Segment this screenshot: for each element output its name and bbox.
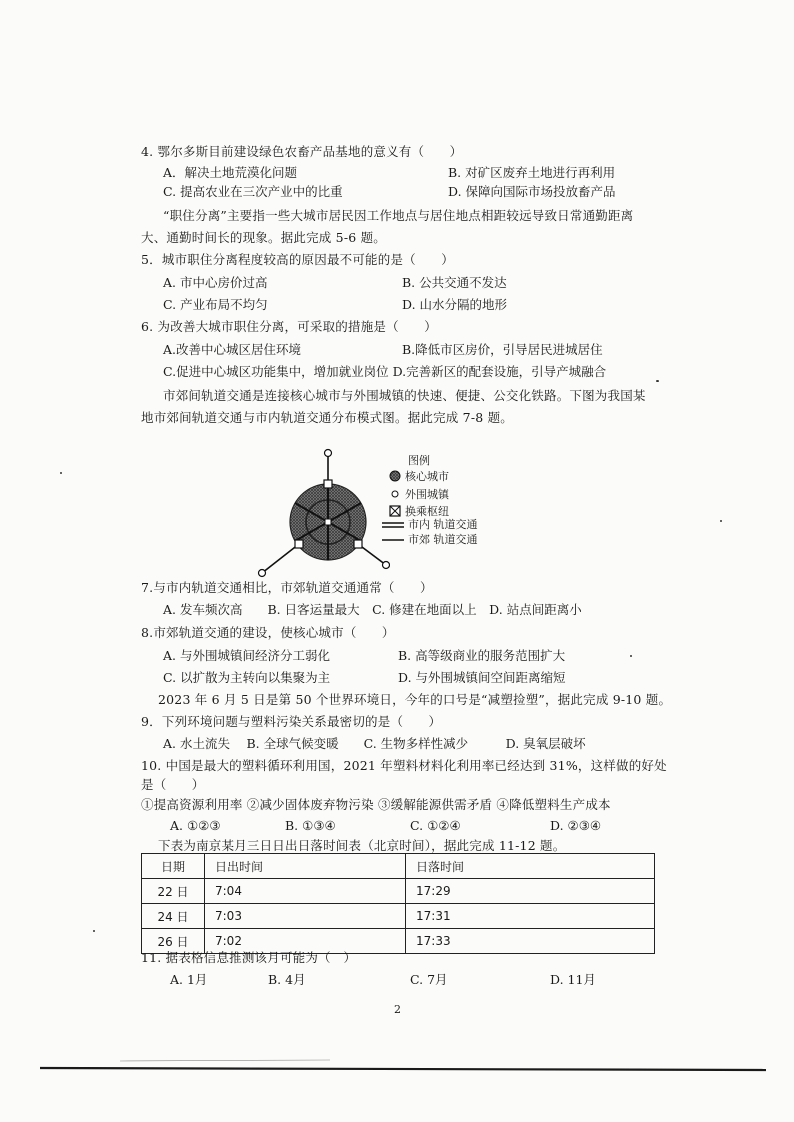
table-cell-date: 22 日 bbox=[142, 879, 205, 904]
table-header-sunset: 日落时间 bbox=[406, 854, 655, 879]
q6-option-b: B.降低市区房价，引导居民进城居住 bbox=[402, 342, 603, 357]
outer-town-southwest bbox=[259, 570, 266, 577]
scan-speck bbox=[630, 655, 632, 657]
q6-option-cd: C.促进中心城区功能集中，增加就业岗位 D.完善新区的配套设施，引导产城融合 bbox=[163, 364, 607, 379]
q4-option-c: C. 提高农业在三次产业中的比重 bbox=[163, 184, 343, 199]
scan-speck bbox=[656, 380, 659, 382]
q7-stem: 7.与市内轨道交通相比，市郊轨道交通通常（ ） bbox=[141, 580, 433, 595]
q6-stem: 6. 为改善大城市职住分离，可采取的措施是（ ） bbox=[141, 319, 437, 334]
q8-option-d: D. 与外围城镇间空间距离缩短 bbox=[398, 670, 566, 685]
table-cell-sunset: 17:29 bbox=[406, 879, 655, 904]
q10-option-c: C. ①②④ bbox=[410, 818, 461, 833]
q5-option-c: C. 产业布局不均匀 bbox=[163, 297, 268, 312]
table-cell-date: 26 日 bbox=[142, 929, 205, 954]
legend-inner-symbol bbox=[380, 520, 406, 530]
q5-stem: 5．城市职住分离程度较高的原因最不可能的是（ ） bbox=[141, 252, 454, 267]
q5-option-a: A. 市中心房价过高 bbox=[163, 275, 268, 290]
table-cell-sunset: 17:33 bbox=[406, 929, 655, 954]
hub-southeast bbox=[354, 540, 362, 548]
q9-options: A. 水土流失 B. 全球气候变暖 C. 生物多样性减少 D. 臭氧层破坏 bbox=[163, 736, 586, 751]
intro-7-8-line2: 地市郊间轨道交通与市内轨道交通分布模式图。据此完成 7-8 题。 bbox=[141, 410, 513, 425]
table-cell-date: 24 日 bbox=[142, 904, 205, 929]
scan-speck bbox=[93, 930, 95, 932]
outer-town-southeast bbox=[383, 562, 390, 569]
intro-5-6-line1: “职住分离”主要指一些大城市居民因工作地点与居住地点相距较远导致日常通勤距离 bbox=[163, 208, 634, 223]
q7-options: A. 发车频次高 B. 日客运量最大 C. 修建在地面以上 D. 站点间距离小 bbox=[163, 602, 582, 617]
q4-option-d: D. 保障向国际市场投放畜产品 bbox=[448, 184, 616, 199]
table-cell-sunrise: 7:02 bbox=[205, 929, 406, 954]
scan-edge-line bbox=[0, 1055, 794, 1075]
intro-5-6-line2: 大、通勤时间长的现象。据此完成 5-6 题。 bbox=[141, 230, 386, 245]
page-number: 2 bbox=[394, 1003, 401, 1016]
q9-stem: 9．下列环境问题与塑料污染关系最密切的是（ ） bbox=[141, 714, 442, 729]
legend-title: 图例 bbox=[408, 454, 430, 467]
q4-option-a: A．解决土地荒漠化问题 bbox=[163, 165, 298, 180]
q10-items: ①提高资源利用率 ②减少固体废弃物污染 ③缓解能源供需矛盾 ④降低塑料生产成本 bbox=[141, 797, 611, 812]
table-header-date: 日期 bbox=[142, 854, 205, 879]
q11-option-c: C. 7月 bbox=[410, 972, 448, 987]
q6-option-a: A.改善中心城区居住环境 bbox=[163, 342, 302, 357]
hub-center bbox=[325, 519, 331, 525]
q5-option-b: B. 公共交通不发达 bbox=[402, 275, 507, 290]
q11-option-a: A. 1月 bbox=[170, 972, 208, 987]
legend-core-label: 核心城市 bbox=[405, 470, 449, 483]
intro-7-8-line1: 市郊间轨道交通是连接核心城市与外围城镇的快速、便捷、公交化铁路。下图为我国某 bbox=[163, 388, 646, 403]
legend-suburb-label: 市郊 轨道交通 bbox=[408, 533, 478, 546]
q8-option-c: C. 以扩散为主转向以集聚为主 bbox=[163, 670, 331, 685]
q11-stem: 11. 据表格信息推测该月可能为（ ） bbox=[141, 950, 357, 965]
q10-stem-line2: 是（ ） bbox=[141, 777, 205, 792]
outer-town-north bbox=[325, 450, 332, 457]
hub-southwest bbox=[295, 540, 303, 548]
intro-9-10: 2023 年 6 月 5 日是第 50 个世界环境日，今年的口号是“减塑捡塑”，据此完成 9-10 题。 bbox=[158, 692, 672, 707]
q8-option-a: A. 与外围城镇间经济分工弱化 bbox=[163, 648, 330, 663]
q4-option-b: B. 对矿区废弃土地进行再利用 bbox=[448, 165, 616, 180]
q8-stem: 8.市郊轨道交通的建设，使核心城市（ ） bbox=[141, 625, 395, 640]
q4-stem: 4. 鄂尔多斯目前建设绿色农畜产品基地的意义有（ ） bbox=[141, 144, 463, 159]
legend-town-symbol bbox=[388, 487, 402, 501]
q5-option-d: D. 山水分隔的地形 bbox=[402, 297, 508, 312]
table-row bbox=[142, 879, 655, 904]
q10-option-d: D. ②③④ bbox=[550, 818, 602, 833]
hub-north bbox=[324, 480, 332, 488]
q10-option-a: A. ①②③ bbox=[170, 818, 221, 833]
table-cell-sunset: 17:31 bbox=[406, 904, 655, 929]
q8-option-b: B. 高等级商业的服务范围扩大 bbox=[398, 648, 566, 663]
table-row bbox=[142, 904, 655, 929]
table-header-row bbox=[142, 854, 655, 879]
table-cell-sunrise: 7:03 bbox=[205, 904, 406, 929]
rail-transit-diagram bbox=[240, 445, 390, 585]
legend-core-symbol bbox=[388, 469, 402, 483]
legend-suburb-symbol bbox=[380, 535, 406, 545]
legend-inner-label: 市内 轨道交通 bbox=[408, 518, 478, 531]
q11-option-d: D. 11月 bbox=[550, 972, 596, 987]
table-cell-sunrise: 7:04 bbox=[205, 879, 406, 904]
q10-stem-line1: 10. 中国是最大的塑料循环利用国，2021 年塑料材料化利用率已经达到 31%，这样做的好处 bbox=[141, 758, 667, 773]
scan-speck bbox=[720, 520, 722, 522]
intro-11-12: 下表为南京某月三日日出日落时间表（北京时间），据此完成 11-12 题。 bbox=[158, 838, 566, 853]
scan-speck bbox=[60, 472, 62, 474]
q11-option-b: B. 4月 bbox=[268, 972, 306, 987]
table-header-sunrise: 日出时间 bbox=[205, 854, 406, 879]
legend-hub-label: 换乘枢纽 bbox=[405, 505, 449, 518]
legend-hub-symbol bbox=[388, 504, 402, 518]
q10-option-b: B. ①③④ bbox=[285, 818, 336, 833]
sunrise-sunset-table bbox=[141, 853, 655, 954]
legend-town-label: 外围城镇 bbox=[405, 488, 449, 501]
